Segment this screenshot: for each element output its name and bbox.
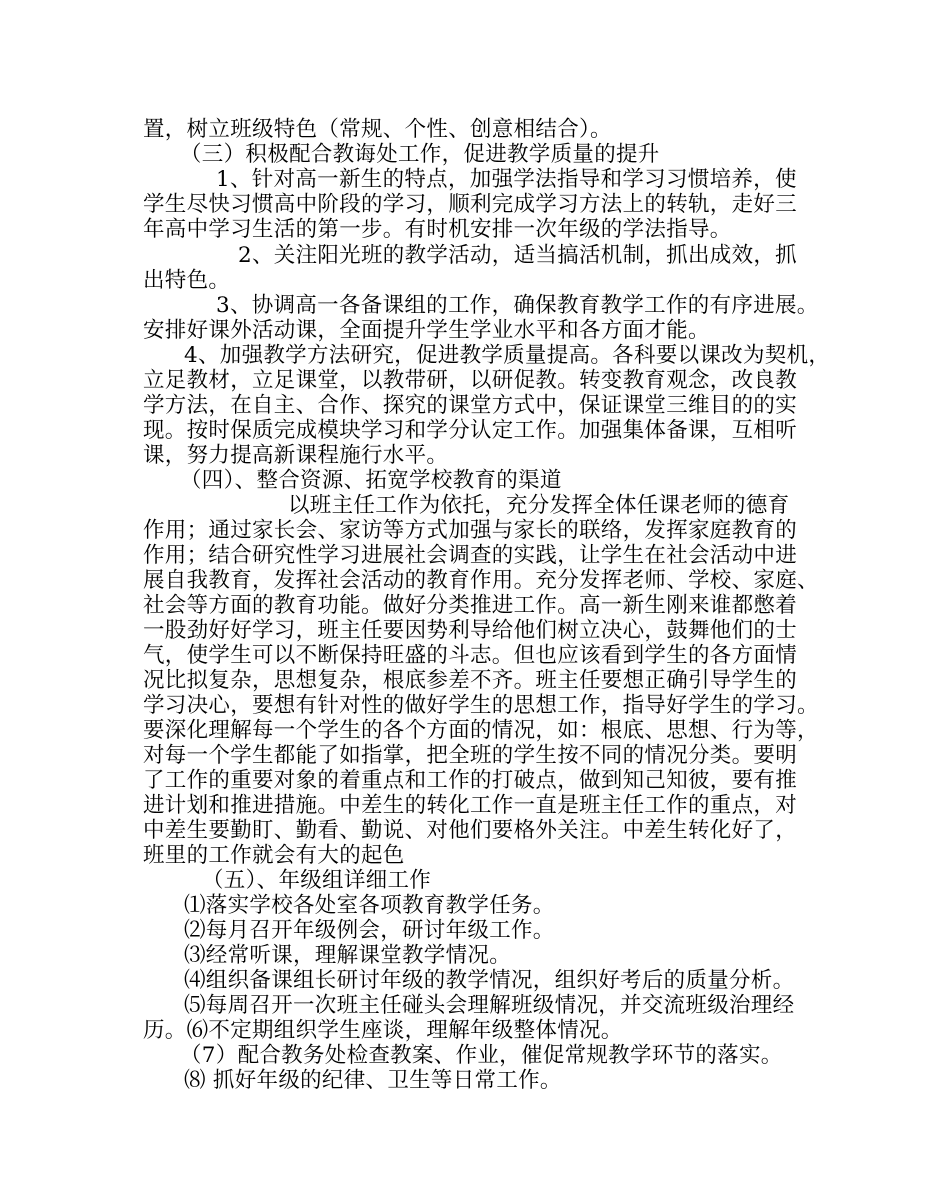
text-line: 展自我教育，发挥社会活动的教育作用。充分发挥老师、学校、家庭、 [143,568,819,593]
section-heading: （三）积极配合教诲处工作，促进教学质量的提升 [180,142,660,167]
text-line: 了工作的重要对象的着重点和工作的打破点，做到知己知彼，要有推 [143,768,798,793]
list-item: ⑸每周召开一次班主任碰头会理解班级情况，并交流班级治理经 [184,993,795,1018]
text-line: 置，树立班级特色（常规、个性、创意相结合）。 [143,117,612,142]
section-heading: （五）、年级组详细工作 [202,868,432,893]
text-line: 况比拟复杂，思想复杂，根底参差不齐。班主任要想正确引导学生的 [143,668,798,693]
text-line: 班里的工作就会有大的起色 [143,843,405,868]
list-item: ⑴落实学校各处室各项教育教学任务。 [184,893,555,918]
text-line: 1、针对高一新生的特点，加强学法指导和学习习惯培养，使 [216,167,797,192]
text-line: 安排好课外活动课，全面提升学生学业水平和各方面才能。 [143,318,710,343]
text-line: 课，努力提高新课程施行水平。 [143,443,449,468]
list-item: 历。⑹不定期组织学生座谈，理解年级整体情况。 [143,1018,623,1043]
list-item: ⑷组织备课组长研讨年级的教学情况，组织好考后的质量分析。 [184,968,795,993]
section-heading: （四）、整合资源、拓宽学校教育的渠道 [180,468,562,493]
list-item: （7）配合教务处检查教案、作业，催促常规教学环节的落实。 [180,1043,783,1068]
text-line: 3、协调高一各备课组的工作，确保教育教学工作的有序进展。 [216,293,819,318]
text-line: 立足教材，立足课堂，以教带研，以研促教。转变教育观念，改良教 [143,368,798,393]
text-line: 对每一个学生都能了如指掌，把全班的学生按不同的情况分类。要明 [143,743,798,768]
text-line: 学生尽快习惯高中阶段的学习，顺利完成学习方法上的转轨，走好三 [143,192,798,217]
text-line: 以班主任工作为依托，充分发挥全体任课老师的德育 [288,493,790,518]
text-line: 中差生要勤盯、勤看、勤说、对他们要格外关注。中差生转化好了， [143,818,798,843]
text-line: 出特色。 [143,268,231,293]
list-item: ⑶经常听课，理解课堂教学情况。 [184,943,512,968]
text-line: 进计划和推进措施。中差生的转化工作一直是班主任工作的重点，对 [143,793,798,818]
text-line: 要深化理解每一个学生的各个方面的情况，如：根底、思想、行为等， [143,718,819,743]
text-line: 一股劲好好学习，班主任要因势利导给他们树立决心，鼓舞他们的士 [143,618,798,643]
text-line: 作用；结合研究性学习进展社会调查的实践，让学生在社会活动中进 [143,543,798,568]
text-line: 气，使学生可以不断保持旺盛的斗志。但也应该看到学生的各方面情 [143,643,798,668]
text-line: 作用；通过家长会、家访等方式加强与家长的联络，发挥家庭教育的 [143,518,798,543]
text-line: 学方法，在自主、合作、探究的课堂方式中，保证课堂三维目的的实 [143,393,798,418]
text-line: 学习决心，要想有针对性的做好学生的思想工作，指导好学生的学习。 [143,693,819,718]
text-line: 年高中学习生活的第一步。有时机安排一次年级的学法指导。 [143,217,732,242]
list-item: ⑻ 抓好年级的纪律、卫生等日常工作。 [184,1068,562,1093]
text-line: 4、加强教学方法研究，促进教学质量提高。各科要以课改为契机， [184,343,831,368]
list-item: ⑵每月召开年级例会，研讨年级工作。 [184,918,555,943]
text-line: 社会等方面的教育功能。做好分类推进工作。高一新生刚来谁都憋着 [143,593,798,618]
text-line: 2、关注阳光班的教学活动，适当搞活机制，抓出成效，抓 [238,243,797,268]
text-line: 现。按时保质完成模块学习和学分认定工作。加强集体备课，互相听 [143,418,798,443]
